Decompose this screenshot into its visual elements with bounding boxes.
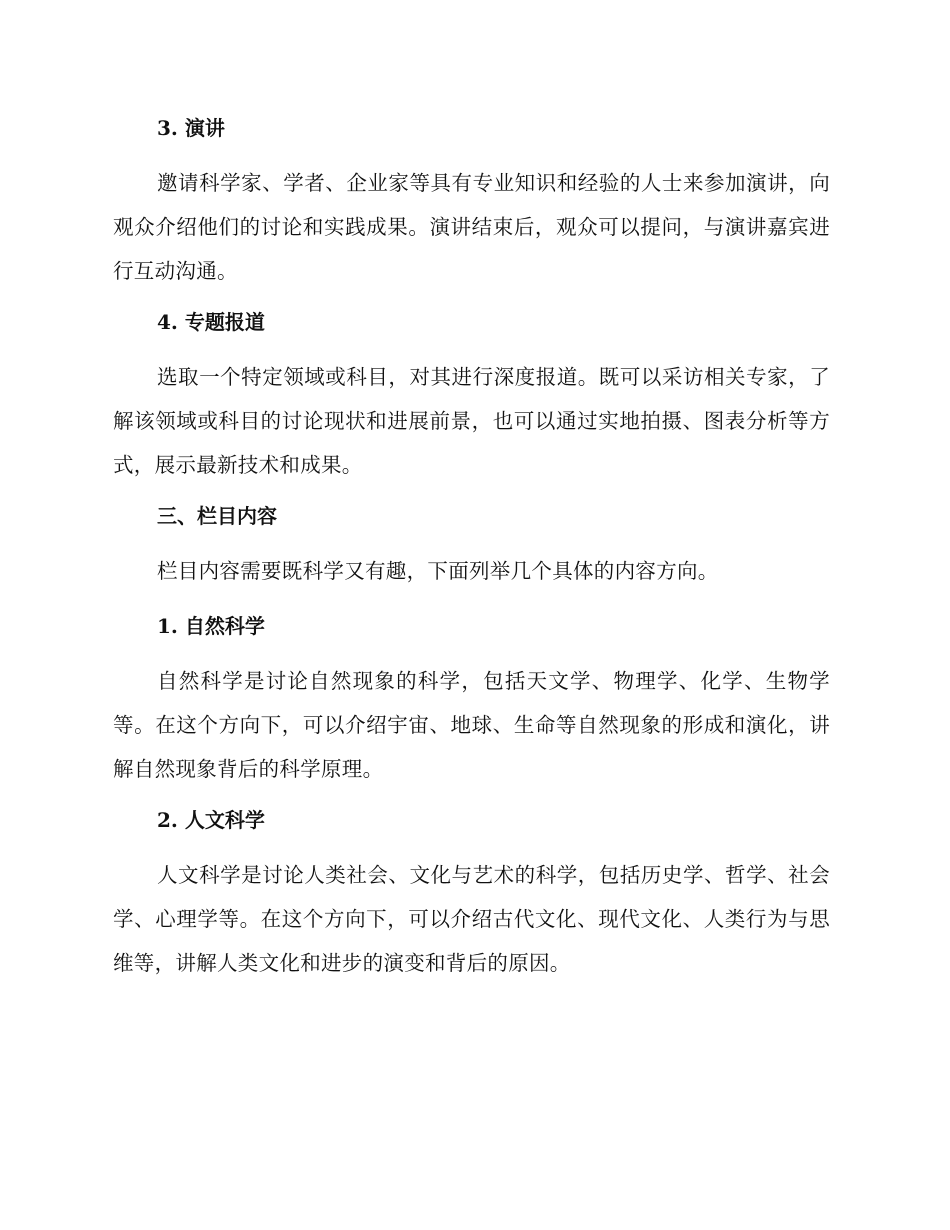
section-paragraph-humanities: 人文科学是讨论人类社会、文化与艺术的科学，包括历史学、哲学、社会学、心理学等。在这个方向下，可以介绍古代文化、现代文化、人类行为与思维等，讲解人类文化和进步的演变和背后的原因。 xyxy=(113,863,830,975)
section-heading-natural-science: 1. 自然科学 xyxy=(157,614,265,638)
section-paragraph-feature-report: 选取一个特定领域或科目，对其进行深度报道。既可以采访相关专家，了解该领域或科目的讨论现状和进展前景，也可以通过实地拍摄、图表分析等方式，展示最新技术和成果。 xyxy=(113,365,830,477)
section-paragraph-column-content: 栏目内容需要既科学又有趣，下面列举几个具体的内容方向。 xyxy=(157,559,719,583)
section-heading-column-content: 三、栏目内容 xyxy=(157,504,277,528)
section-heading-humanities: 2. 人文科学 xyxy=(157,808,265,832)
section-heading-feature-report: 4. 专题报道 xyxy=(157,310,265,334)
section-paragraph-natural-science: 自然科学是讨论自然现象的科学，包括天文学、物理学、化学、生物学等。在这个方向下，可以介绍宇宙、地球、生命等自然现象的形成和演化，讲解自然现象背后的科学原理。 xyxy=(113,669,830,781)
section-heading-speech: 3. 演讲 xyxy=(157,116,225,140)
section-paragraph-speech: 邀请科学家、学者、企业家等具有专业知识和经验的人士来参加演讲，向观众介绍他们的讨论和实践成果。演讲结束后，观众可以提问，与演讲嘉宾进行互动沟通。 xyxy=(113,171,830,283)
